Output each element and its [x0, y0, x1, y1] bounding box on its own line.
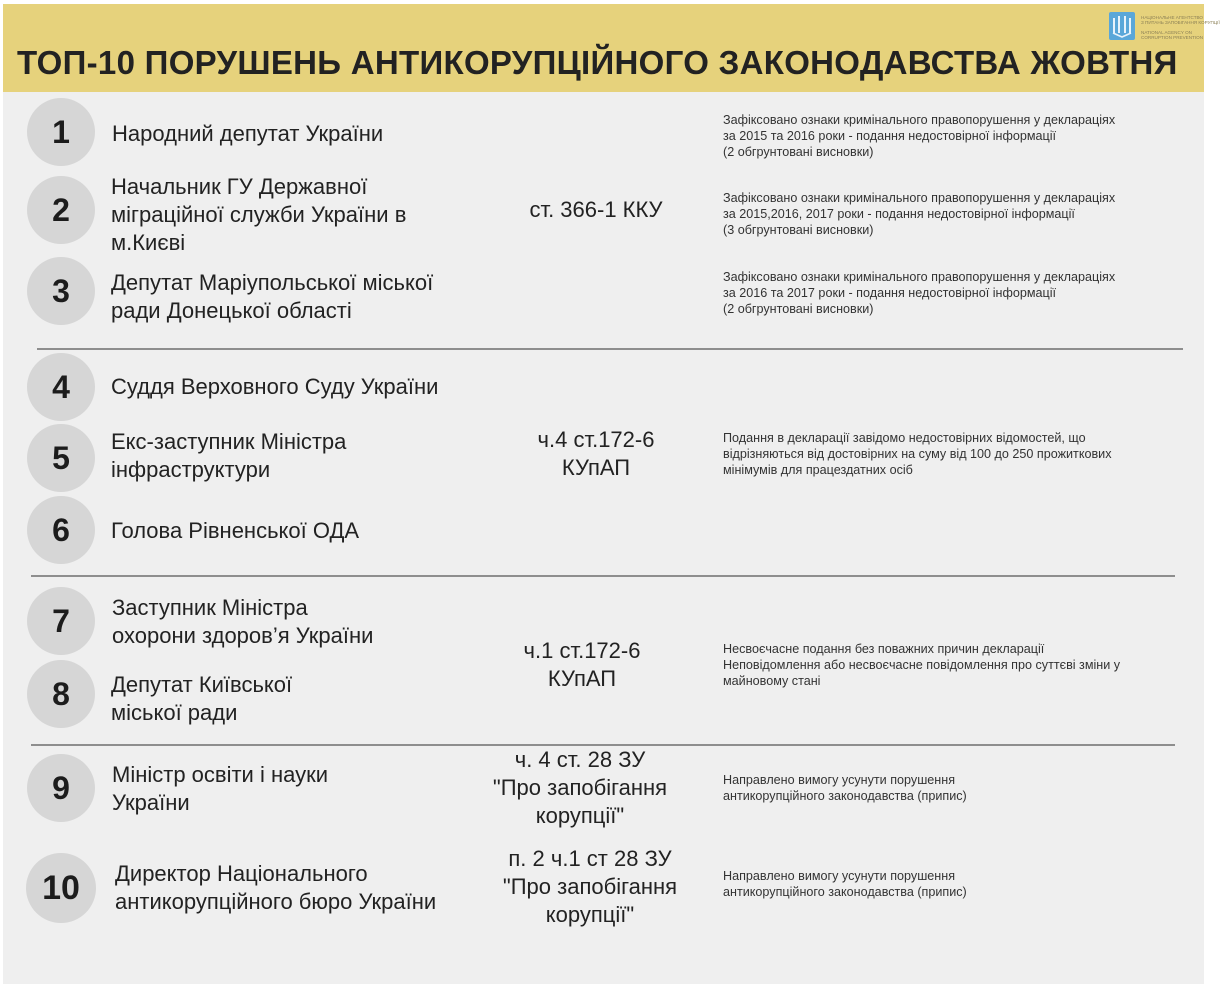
rank-badge: 3: [27, 257, 95, 325]
violator-name: Міністр освіти і науки України: [112, 762, 329, 815]
violator-name: Директор Національного антикорупційного бюро України: [115, 861, 437, 914]
logo-line: НАЦІОНАЛЬНЕ АГЕНТСТВО: [1141, 15, 1203, 20]
logo-caption: [1141, 15, 1220, 41]
violator-name: Заступник Міністра охорони здоров’я України: [112, 595, 374, 648]
violator-name: Екс-заступник Міністра інфраструктури: [111, 429, 347, 482]
nazk-logo-icon: [1109, 12, 1135, 40]
violation-note: Зафіксовано ознаки кримінального правопорушення у деклараціях за 2016 та 2017 роки - подання недостовірної інформації (2 обгрунтовані висновки): [723, 270, 1116, 316]
group-divider: [31, 575, 1175, 577]
rank-badge: 5: [27, 424, 95, 492]
rank-badge: 7: [27, 587, 95, 655]
violator-name: Начальник ГУ Державної міграційної служби України в м.Києві: [111, 174, 407, 255]
rank-badge: 9: [27, 754, 95, 822]
violator-name: Голова Рівненської ОДА: [111, 518, 360, 543]
violation-note: Зафіксовано ознаки кримінального правопорушення у деклараціях за 2015 та 2016 роки - подання недостовірної інформації (2 обгрунтовані висновки): [723, 113, 1116, 159]
rank-badge: 6: [27, 496, 95, 564]
logo-line: NATIONAL AGENCY ON: [1141, 29, 1192, 35]
rank-badge: 4: [27, 353, 95, 421]
page-title: ТОП-10 ПОРУШЕНЬ АНТИКОРУПЦІЙНОГО ЗАКОНОДАВСТВА ЖОВТНЯ: [17, 44, 1178, 81]
violator-name: Суддя Верховного Суду України: [111, 374, 439, 399]
logo-line: CORRUPTION PREVENTION: [1141, 35, 1204, 41]
header-banner: [3, 4, 1220, 92]
violator-name: Депутат Київської міської ради: [111, 672, 293, 725]
violation-note: Несвоєчасне подання без поважних причин декларації Неповідомлення або несвоєчасне повідомлення про суттєві зміни у майновому стані: [723, 642, 1121, 688]
violator-name: Народний депутат України: [112, 121, 384, 146]
legal-article: п. 2 ч.1 ст 28 ЗУ "Про запобігання корупції": [502, 846, 678, 927]
legal-article: ч.1 ст.172-6 КУпАП: [523, 638, 641, 691]
legal-article: ч.4 ст.172-6 КУпАП: [537, 427, 655, 480]
rank-badge: 10: [26, 853, 96, 923]
rank-badge: 8: [27, 660, 95, 728]
violation-note: Подання в декларації завідомо недостовірних відомостей, що відрізняються від достовірних на суму від 100 до 250 прожиткових мінімумів для працездатних осіб: [723, 431, 1112, 477]
violation-note: Направлено вимогу усунути порушення антикорупційного законодавства (припис): [723, 773, 967, 803]
rank-badge: 2: [27, 176, 95, 244]
group-divider: [37, 348, 1183, 350]
violator-name: Депутат Маріупольської міської ради Донецької області: [111, 270, 434, 323]
legal-article: ч. 4 ст. 28 ЗУ "Про запобігання корупції": [492, 747, 668, 828]
violation-note: Направлено вимогу усунути порушення антикорупційного законодавства (припис): [723, 869, 967, 899]
legal-article: ст. 366-1 ККУ: [529, 197, 663, 222]
violation-note: Зафіксовано ознаки кримінального правопорушення у деклараціях за 2015,2016, 2017 роки - подання недостовірної інформації (3 обгрунтовані висновки): [723, 191, 1116, 237]
logo-line: З ПИТАНЬ ЗАПОБІГАННЯ КОРУПЦІЇ: [1141, 20, 1220, 26]
rank-badge: 1: [27, 98, 95, 166]
